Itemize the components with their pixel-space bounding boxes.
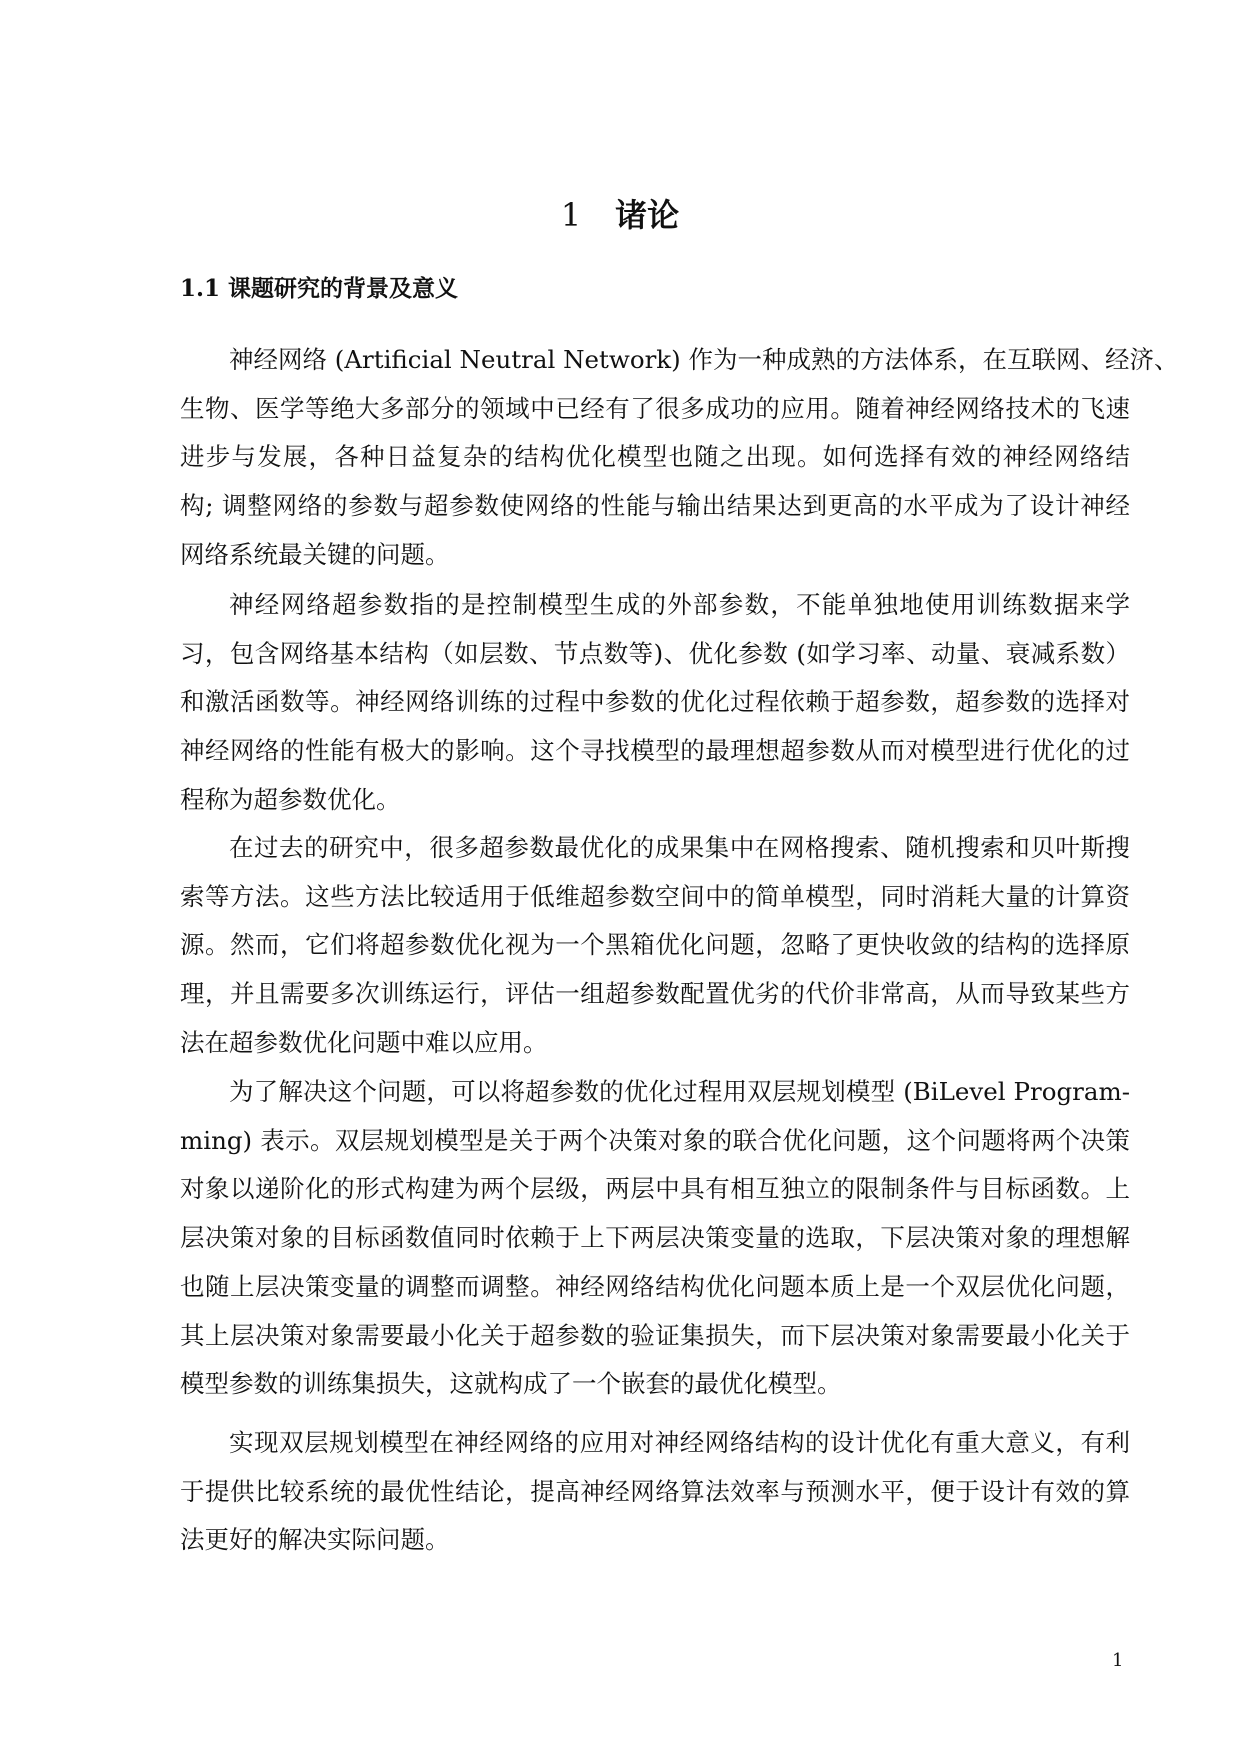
paragraph-2-line: 和激活函数等。神经网络训练的过程中参数的优化过程依赖于超参数，超参数的选择对 [180,687,1130,717]
section-heading [180,270,458,303]
paragraph-4-line: 模型参数的训练集损失，这就构成了一个嵌套的最优化模型。 [180,1369,842,1399]
paragraph-1-line: 神经网络 (Artificial Neutral Network) 作为一种成熟的方法体系，在互联网、经济、 [229,345,1179,374]
paragraph-1-line: 构; 调整网络的参数与超参数使网络的性能与输出结果达到更高的水平成为了设计神经 [180,491,1130,521]
chapter-heading [0,190,1240,236]
paragraph-4-line: 也随上层决策变量的调整而调整。神经网络结构优化问题本质上是一个双层优化问题， [180,1271,1130,1301]
paragraph-4-line: 层决策对象的目标函数值同时依赖于上下两层决策变量的选取，下层决策对象的理想解 [180,1223,1130,1253]
paragraph-5-line: 于提供比较系统的最优性结论，提高神经网络算法效率与预测水平，便于设计有效的算 [180,1476,1130,1506]
page-number: 1 [1112,1650,1124,1671]
paragraph-2-line: 神经网络超参数指的是控制模型生成的外部参数，不能单独地使用训练数据来学 [229,590,1130,619]
paragraph-2-line: 程称为超参数优化。 [180,784,401,814]
paragraph-1-line: 生物、医学等绝大多部分的领域中已经有了很多成功的应用。随着神经网络技术的飞速 [180,393,1130,423]
paragraph-4-line: 为了解决这个问题，可以将超参数的优化过程用双层规划模型 (BiLevel Program- [229,1077,1130,1106]
chapter-number: 1 [560,196,582,234]
section-number: 1.1 [180,275,221,302]
paragraph-3-line: 理，并且需要多次训练运行，评估一组超参数配置优劣的代价非常高，从而导致某些方 [180,979,1130,1009]
paragraph-2-line: 习，包含网络基本结构（如层数、节点数等)、优化参数 (如学习率、动量、衰减系数） [180,638,1130,668]
paragraph-1-line: 网络系统最关键的问题。 [180,539,450,569]
paragraph-4-line: 其上层决策对象需要最小化关于超参数的验证集损失，而下层决策对象需要最小化关于 [180,1320,1130,1350]
chapter-title: 诸论 [615,196,680,234]
paragraph-4-line: 对象以递阶化的形式构建为两个层级，两层中具有相互独立的限制条件与目标函数。上 [180,1174,1130,1204]
paragraph-3-line: 法在超参数优化问题中难以应用。 [180,1027,548,1057]
paragraph-1-line: 进步与发展，各种日益复杂的结构优化模型也随之出现。如何选择有效的神经网络结 [180,442,1130,472]
paragraph-4-line: ming) 表示。双层规划模型是关于两个决策对象的联合优化问题，这个问题将两个决策 [180,1125,1130,1155]
paragraph-3-line: 索等方法。这些方法比较适用于低维超参数空间中的简单模型，同时消耗大量的计算资 [180,881,1130,911]
section-title: 课题研究的背景及意义 [228,275,459,302]
paragraph-3-line: 在过去的研究中，很多超参数最优化的成果集中在网格搜索、随机搜索和贝叶斯搜 [229,833,1130,862]
paragraph-3-line: 源。然而，它们将超参数优化视为一个黑箱优化问题，忽略了更快收敛的结构的选择原 [180,930,1130,960]
paragraph-2-line: 神经网络的性能有极大的影响。这个寻找模型的最理想超参数从而对模型进行优化的过 [180,736,1130,766]
paragraph-5-line: 法更好的解决实际问题。 [180,1525,450,1555]
paragraph-5-line: 实现双层规划模型在神经网络的应用对神经网络结构的设计优化有重大意义，有利 [229,1428,1130,1457]
